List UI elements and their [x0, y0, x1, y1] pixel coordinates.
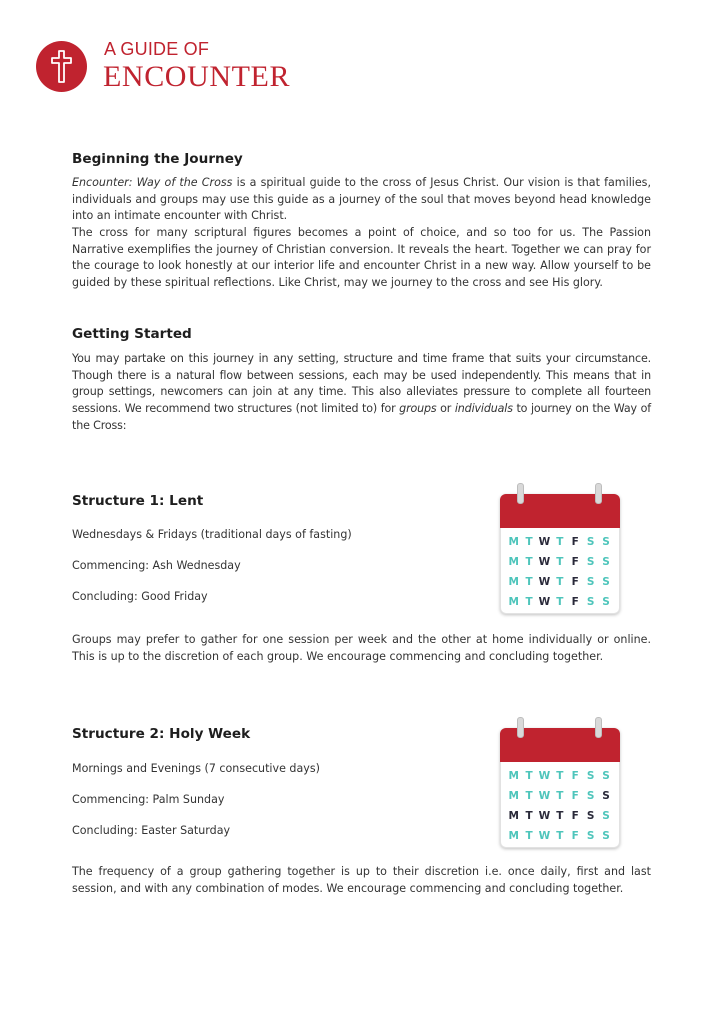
- calendar-day: F: [571, 770, 579, 782]
- calendar-day: W: [538, 576, 551, 588]
- calendar-week-row: [506, 806, 614, 826]
- calendar-day: T: [525, 536, 533, 548]
- calendar-day: S: [586, 556, 595, 568]
- calendar-day: T: [525, 596, 533, 608]
- logo-title: ENCOUNTER: [103, 60, 291, 93]
- calendar-week-row: [506, 552, 614, 572]
- calendar-day: S: [602, 810, 610, 822]
- calendar-day: F: [571, 556, 579, 568]
- structure1-note: Groups may prefer to gather for one session per week and the other at home individually or online. This is up to the discretion of each group. We encourage commencing and concluding together.: [72, 633, 651, 663]
- structure2-item: Commencing: Palm Sunday: [72, 793, 225, 806]
- structure2-heading: Structure 2: Holy Week: [72, 726, 251, 742]
- calendar-day: M: [508, 576, 519, 588]
- calendar-day: S: [586, 810, 595, 822]
- calendar-day: W: [538, 790, 551, 802]
- calendar-day: T: [556, 596, 564, 608]
- calendar-day: T: [525, 556, 533, 568]
- calendar-day: S: [602, 596, 610, 608]
- calendar-day: F: [571, 596, 579, 608]
- calendar-day: S: [586, 576, 595, 588]
- calendar-icon: [500, 494, 620, 614]
- calendar-day: F: [571, 536, 579, 548]
- calendar-day: T: [525, 770, 533, 782]
- calendar-day: M: [508, 770, 519, 782]
- beginning-heading: Beginning the Journey: [72, 151, 243, 167]
- calendar-day: M: [508, 830, 519, 842]
- calendar-day: T: [525, 576, 533, 588]
- calendar-week-row: [506, 592, 614, 612]
- calendar-day: M: [508, 536, 519, 548]
- cross-icon: [36, 41, 87, 92]
- calendar-week-row: [506, 826, 614, 846]
- calendar-day: M: [508, 556, 519, 568]
- calendar-day: F: [571, 830, 579, 842]
- calendar-day: M: [508, 810, 519, 822]
- calendar-day: T: [525, 830, 533, 842]
- calendar-day: S: [602, 536, 610, 548]
- logo-subtitle: A GUIDE OF: [104, 39, 210, 59]
- calendar-day: S: [586, 770, 595, 782]
- calendar-day: F: [571, 810, 579, 822]
- structure2-note: The frequency of a group gathering together is up to their discretion i.e. once daily, first and last session, and with any combination of modes. We encourage commencing and concluding together.: [72, 865, 651, 895]
- calendar-day: W: [538, 556, 551, 568]
- calendar-day: S: [602, 556, 610, 568]
- cross-logo-icon: [36, 41, 87, 92]
- calendar-week-row: [506, 572, 614, 592]
- structure1-item: Wednesdays & Fridays (traditional days of fasting): [72, 528, 352, 541]
- calendar-day: W: [538, 596, 551, 608]
- calendar-day: W: [538, 770, 551, 782]
- structure1-item: Commencing: Ash Wednesday: [72, 559, 241, 572]
- calendar-day: T: [556, 830, 564, 842]
- structure2-item: Mornings and Evenings (7 consecutive days): [72, 762, 320, 775]
- calendar-day: S: [586, 536, 595, 548]
- calendar-day: T: [525, 810, 533, 822]
- calendar-day: T: [556, 810, 564, 822]
- beginning-paragraph-2: The cross for many scriptural figures becomes a point of choice, and so too for us. The Passion Narrative exemplifies the journey of Christian conversion. It reveals the heart. Together we can pray for the courage to look honestly at our interior life and encounter Christ in a new way. Allow yourself to be guided by these spiritual reflections. Like Christ, may we journey to the cross and see His glory.: [72, 226, 651, 290]
- beginning-paragraph-1: Encounter: Way of the Cross is a spiritual guide to the cross of Jesus Christ. Our vision is that families, individuals and groups may use this guide as a journey of the soul that moves beyond head knowledge into an intimate encounter with Christ.: [72, 176, 651, 223]
- calendar-grid: [506, 532, 614, 612]
- calendar-week-row: [506, 766, 614, 786]
- calendar-day: T: [556, 770, 564, 782]
- calendar-day: S: [586, 830, 595, 842]
- calendar-grid: [506, 766, 614, 846]
- calendar-day: W: [538, 830, 551, 842]
- structure2-item: Concluding: Easter Saturday: [72, 824, 231, 837]
- calendar-day: S: [602, 770, 610, 782]
- calendar-day: W: [538, 536, 551, 548]
- calendar-day: T: [556, 790, 564, 802]
- calendar-day: F: [571, 576, 579, 588]
- calendar-day: M: [508, 596, 519, 608]
- structure1-item: Concluding: Good Friday: [72, 590, 208, 603]
- calendar-week-row: [506, 532, 614, 552]
- getting-started-heading: Getting Started: [72, 326, 192, 342]
- guide-title: Encounter: Way of the Cross: [72, 176, 233, 189]
- calendar-day: W: [538, 810, 551, 822]
- calendar-day: S: [602, 790, 610, 802]
- calendar-day: S: [602, 830, 610, 842]
- calendar-day: S: [602, 576, 610, 588]
- calendar-icon: [500, 728, 620, 848]
- calendar-day: T: [556, 556, 564, 568]
- calendar-week-row: [506, 786, 614, 806]
- calendar-day: T: [556, 536, 564, 548]
- getting-started-paragraph: You may partake on this journey in any setting, structure and time frame that suits your circumstance. Though there is a natural flow between sessions, each may be used independently. This means that in group settings, newcomers can join at any time. This also alleviates pressure to complete all fourteen sessions. We recommend two structures (not limited to) for groups or individuals to journey on the Way of the Cross:: [72, 352, 652, 432]
- calendar-day: S: [586, 790, 595, 802]
- calendar-day: M: [508, 790, 519, 802]
- calendar-day: T: [525, 790, 533, 802]
- calendar-day: T: [556, 576, 564, 588]
- calendar-day: S: [586, 596, 595, 608]
- calendar-day: F: [571, 790, 579, 802]
- structure1-heading: Structure 1: Lent: [72, 493, 204, 509]
